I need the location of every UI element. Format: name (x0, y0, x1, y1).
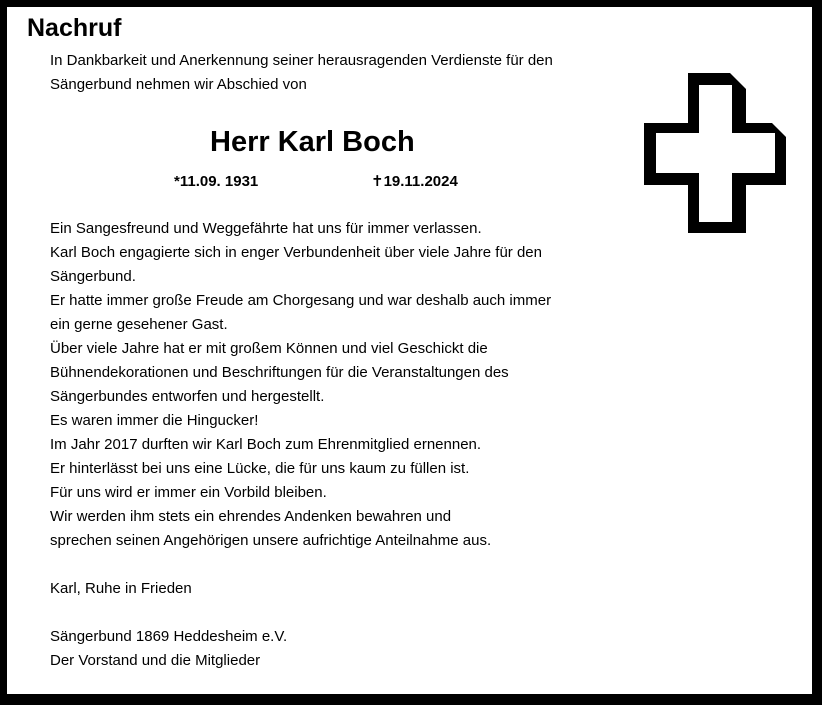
body-line: Über viele Jahre hat er mit großem Können und viel Geschickt die (50, 340, 488, 357)
signature-members: Der Vorstand und die Mitglieder (50, 652, 261, 669)
body-line: ein gerne gesehener Gast. (50, 316, 228, 333)
obituary-body (50, 217, 551, 553)
body-line: Es waren immer die Hingucker! (50, 412, 259, 429)
cross-icon (644, 73, 786, 233)
birth-date: *11.09. 1931 (174, 173, 259, 190)
death-date: ✝19.11.2024 (371, 173, 458, 190)
body-line: Er hatte immer große Freude am Chorgesang und war deshalb auch immer (50, 292, 552, 309)
intro-line: Sängerbund nehmen wir Abschied von (50, 76, 307, 93)
signature-organization: Sängerbund 1869 Heddesheim e.V. (50, 628, 288, 645)
body-line: Wir werden ihm stets ein ehrendes Andenken bewahren und (50, 508, 452, 525)
body-line: Karl Boch engagierte sich in enger Verbundenheit über viele Jahre für den (50, 244, 542, 261)
intro-line: In Dankbarkeit und Anerkennung seiner herausragenden Verdienste für den (50, 52, 553, 69)
obituary-heading: Nachruf (27, 14, 122, 42)
body-line: Er hinterlässt bei uns eine Lücke, die für uns kaum zu füllen ist. (50, 460, 470, 477)
intro-text (50, 49, 553, 97)
deceased-name: Herr Karl Boch (210, 126, 415, 158)
closing-line: Karl, Ruhe in Frieden (50, 580, 192, 597)
body-line: Bühnendekorationen und Beschriftungen für die Veranstaltungen des (50, 364, 509, 381)
body-line: Sängerbund. (50, 268, 136, 285)
body-line: Ein Sangesfreund und Weggefährte hat uns für immer verlassen. (50, 220, 482, 237)
signature-block (50, 625, 287, 673)
body-line: Im Jahr 2017 durften wir Karl Boch zum Ehrenmitglied ernennen. (50, 436, 482, 453)
body-line: sprechen seinen Angehörigen unsere aufrichtige Anteilnahme aus. (50, 532, 492, 549)
body-line: Sängerbundes entworfen und hergestellt. (50, 388, 325, 405)
body-line: Für uns wird er immer ein Vorbild bleiben. (50, 484, 327, 501)
